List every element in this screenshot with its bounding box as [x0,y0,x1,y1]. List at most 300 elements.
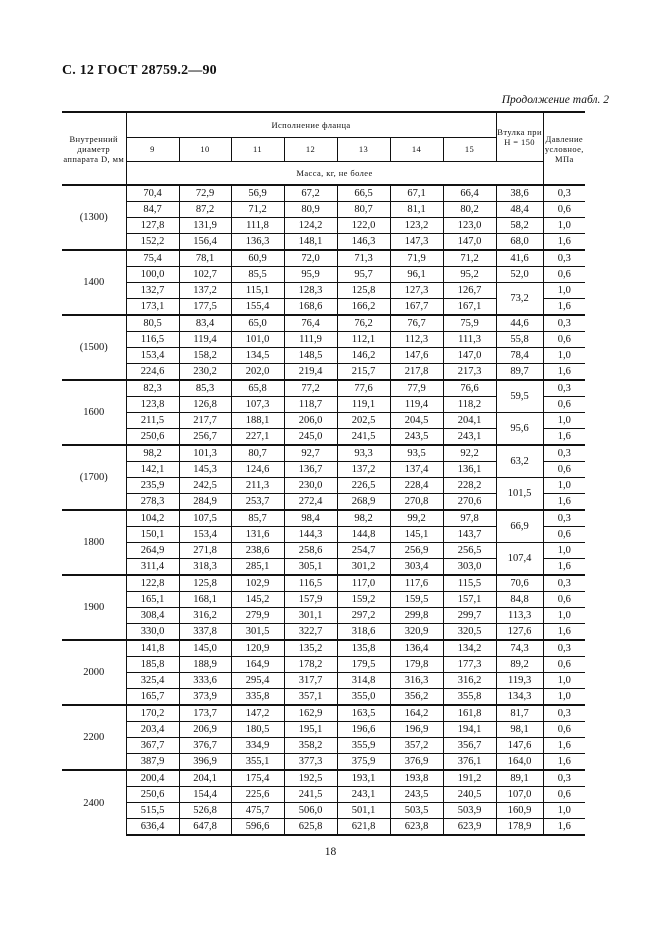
mass-cell: 194,1 [443,722,496,738]
mass-cell: 195,1 [284,722,337,738]
mass-cell: 501,1 [337,803,390,819]
mass-caption: Масса, кг, не более [126,161,543,185]
mass-cell: 136,4 [390,640,443,657]
mass-cell: 150,1 [126,527,179,543]
table-row [62,608,585,624]
mass-cell: 305,1 [284,559,337,576]
mass-cell: 123,8 [126,397,179,413]
pressure-cell: 1,6 [543,754,585,771]
mass-cell: 203,4 [126,722,179,738]
mass-cell: 95,2 [443,267,496,283]
mass-cell: 279,9 [231,608,284,624]
mass-cell: 80,7 [231,445,284,462]
pressure-cell: 1,6 [543,559,585,576]
pressure-cell: 1,0 [543,348,585,364]
mass-cell: 596,6 [231,819,284,836]
mass-cell: 175,4 [231,770,284,787]
mass-cell: 173,7 [179,705,231,722]
mass-cell: 124,2 [284,218,337,234]
bushing-cell: 55,8 [496,332,543,348]
mass-cell: 334,9 [231,738,284,754]
flange-type-header: 9 [126,137,179,161]
mass-cell: 219,4 [284,364,337,381]
mass-cell: 111,9 [284,332,337,348]
mass-cell: 179,5 [337,657,390,673]
mass-cell: 137,2 [337,462,390,478]
mass-cell: 254,7 [337,543,390,559]
table-row [62,575,585,592]
mass-cell: 355,0 [337,689,390,706]
mass-cell: 376,1 [443,754,496,771]
mass-cell: 647,8 [179,819,231,836]
mass-cell: 206,0 [284,413,337,429]
pressure-cell: 1,0 [543,413,585,429]
mass-cell: 148,5 [284,348,337,364]
mass-cell: 92,7 [284,445,337,462]
mass-cell: 85,5 [231,267,284,283]
mass-cell: 128,3 [284,283,337,299]
mass-cell: 67,1 [390,185,443,202]
bushing-cell: 119,3 [496,673,543,689]
mass-cell: 256,9 [390,543,443,559]
table-row [62,315,585,332]
table-row [62,364,585,381]
mass-cell: 165,1 [126,592,179,608]
diameter-cell: 1400 [62,250,126,315]
mass-cell: 373,9 [179,689,231,706]
mass-cell: 81,1 [390,202,443,218]
mass-cell: 335,8 [231,689,284,706]
mass-cell: 185,8 [126,657,179,673]
mass-cell: 165,7 [126,689,179,706]
table-row [62,267,585,283]
table-row [62,413,585,429]
mass-cell: 119,4 [179,332,231,348]
mass-cell: 95,7 [337,267,390,283]
mass-cell: 503,5 [390,803,443,819]
mass-cell: 320,5 [443,624,496,641]
mass-cell: 256,5 [443,543,496,559]
bushing-column-header: Втулка при H = 150 [496,112,543,161]
mass-cell: 87,2 [179,202,231,218]
mass-cell: 217,7 [179,413,231,429]
mass-cell: 75,9 [443,315,496,332]
mass-cell: 272,4 [284,494,337,511]
table-row [62,250,585,267]
mass-cell: 71,2 [443,250,496,267]
table-row [62,592,585,608]
page-number: 18 [324,846,337,858]
diameter-cell: (1500) [62,315,126,380]
mass-cell: 71,3 [337,250,390,267]
mass-cell: 337,8 [179,624,231,641]
diameter-cell: 1600 [62,380,126,445]
mass-cell: 375,9 [337,754,390,771]
mass-cell: 268,9 [337,494,390,511]
mass-cell: 115,5 [443,575,496,592]
mass-cell: 97,8 [443,510,496,527]
pressure-cell: 1,6 [543,429,585,446]
mass-cell: 72,0 [284,250,337,267]
mass-cell: 320,9 [390,624,443,641]
mass-cell: 157,1 [443,592,496,608]
mass-cell: 177,3 [443,657,496,673]
mass-cell: 625,8 [284,819,337,836]
mass-cell: 178,2 [284,657,337,673]
bushing-cell: 147,6 [496,738,543,754]
mass-cell: 123,0 [443,218,496,234]
bushing-cell: 101,5 [496,478,543,511]
mass-cell: 65,8 [231,380,284,397]
mass-cell: 155,4 [231,299,284,316]
mass-cell: 299,8 [390,608,443,624]
mass-cell: 322,7 [284,624,337,641]
mass-cell: 134,2 [443,640,496,657]
mass-cell: 153,4 [126,348,179,364]
mass-cell: 72,9 [179,185,231,202]
pressure-cell: 1,6 [543,738,585,754]
flange-type-header: 12 [284,137,337,161]
diameter-cell: 2400 [62,770,126,835]
mass-cell: 111,8 [231,218,284,234]
mass-cell: 98,4 [284,510,337,527]
mass-cell: 243,5 [390,787,443,803]
mass-cell: 162,9 [284,705,337,722]
mass-cell: 367,7 [126,738,179,754]
mass-cell: 188,1 [231,413,284,429]
mass-cell: 98,2 [126,445,179,462]
mass-cell: 256,7 [179,429,231,446]
mass-cell: 131,9 [179,218,231,234]
mass-cell: 147,3 [390,234,443,251]
mass-cell: 99,2 [390,510,443,527]
pressure-cell: 1,0 [543,478,585,494]
mass-cell: 358,2 [284,738,337,754]
mass-cell: 126,7 [443,283,496,299]
table-row [62,445,585,462]
mass-cell: 278,3 [126,494,179,511]
mass-cell: 177,5 [179,299,231,316]
mass-cell: 142,1 [126,462,179,478]
mass-cell: 146,3 [337,234,390,251]
bushing-cell: 38,6 [496,185,543,202]
mass-cell: 118,2 [443,397,496,413]
pressure-cell: 1,6 [543,819,585,836]
mass-cell: 67,2 [284,185,337,202]
mass-cell: 238,6 [231,543,284,559]
mass-cell: 192,5 [284,770,337,787]
mass-cell: 123,2 [390,218,443,234]
mass-cell: 145,1 [390,527,443,543]
mass-cell: 152,2 [126,234,179,251]
mass-cell: 200,4 [126,770,179,787]
mass-cell: 295,4 [231,673,284,689]
bushing-cell: 41,6 [496,250,543,267]
table-row [62,787,585,803]
mass-cell: 137,4 [390,462,443,478]
bushing-cell: 68,0 [496,234,543,251]
mass-cell: 318,6 [337,624,390,641]
mass-cell: 204,1 [179,770,231,787]
flange-type-header: 15 [443,137,496,161]
mass-cell: 243,5 [390,429,443,446]
pressure-cell: 1,0 [543,218,585,234]
mass-cell: 71,2 [231,202,284,218]
mass-cell: 228,4 [390,478,443,494]
mass-cell: 396,9 [179,754,231,771]
pressure-cell: 1,0 [543,608,585,624]
mass-cell: 206,9 [179,722,231,738]
mass-cell: 159,5 [390,592,443,608]
diameter-cell: 1800 [62,510,126,575]
mass-cell: 270,6 [443,494,496,511]
mass-cell: 515,5 [126,803,179,819]
mass-cell: 301,1 [284,608,337,624]
mass-cell: 355,8 [443,689,496,706]
mass-cell: 357,1 [284,689,337,706]
pressure-cell: 0,6 [543,267,585,283]
mass-cell: 230,0 [284,478,337,494]
table-row [62,234,585,251]
mass-cell: 131,6 [231,527,284,543]
table-row [62,332,585,348]
mass-cell: 56,9 [231,185,284,202]
bushing-cell: 81,7 [496,705,543,722]
mass-cell: 284,9 [179,494,231,511]
pressure-cell: 0,3 [543,250,585,267]
mass-cell: 164,2 [390,705,443,722]
mass-cell: 333,6 [179,673,231,689]
mass-cell: 136,7 [284,462,337,478]
mass-cell: 85,3 [179,380,231,397]
bushing-cell: 160,9 [496,803,543,819]
flange-type-header: 14 [390,137,443,161]
mass-cell: 376,7 [179,738,231,754]
mass-cell: 137,2 [179,283,231,299]
pressure-column-header: Давление условное, МПа [543,112,585,185]
pressure-cell: 0,6 [543,397,585,413]
diameter-cell: (1300) [62,185,126,250]
pressure-cell: 0,3 [543,575,585,592]
mass-cell: 135,8 [337,640,390,657]
mass-cell: 621,8 [337,819,390,836]
mass-cell: 503,9 [443,803,496,819]
mass-cell: 145,2 [231,592,284,608]
mass-cell: 317,7 [284,673,337,689]
mass-cell: 122,8 [126,575,179,592]
pressure-cell: 0,3 [543,315,585,332]
mass-cell: 242,5 [179,478,231,494]
bushing-cell: 127,6 [496,624,543,641]
mass-cell: 204,1 [443,413,496,429]
mass-cell: 85,7 [231,510,284,527]
mass-cell: 65,0 [231,315,284,332]
bushing-cell: 73,2 [496,283,543,316]
table-row [62,283,585,299]
mass-cell: 243,1 [337,787,390,803]
mass-cell: 77,2 [284,380,337,397]
mass-cell: 60,9 [231,250,284,267]
mass-cell: 196,9 [390,722,443,738]
diameter-cell: (1700) [62,445,126,510]
mass-cell: 125,8 [337,283,390,299]
mass-cell: 325,4 [126,673,179,689]
table-row [62,689,585,706]
bushing-cell: 113,3 [496,608,543,624]
mass-cell: 156,4 [179,234,231,251]
mass-cell: 202,0 [231,364,284,381]
mass-cell: 119,1 [337,397,390,413]
table-row [62,754,585,771]
mass-cell: 76,7 [390,315,443,332]
bushing-cell: 95,6 [496,413,543,446]
mass-cell: 355,9 [337,738,390,754]
mass-cell: 117,6 [390,575,443,592]
pressure-cell: 1,6 [543,364,585,381]
mass-cell: 330,0 [126,624,179,641]
mass-cell: 193,8 [390,770,443,787]
mass-cell: 107,3 [231,397,284,413]
bushing-cell: 48,4 [496,202,543,218]
mass-cell: 147,0 [443,348,496,364]
diameter-cell: 2200 [62,705,126,770]
mass-cell: 475,7 [231,803,284,819]
table-row [62,478,585,494]
mass-cell: 158,2 [179,348,231,364]
mass-cell: 115,1 [231,283,284,299]
pressure-cell: 0,6 [543,787,585,803]
mass-cell: 196,6 [337,722,390,738]
mass-cell: 225,6 [231,787,284,803]
mass-cell: 77,6 [337,380,390,397]
mass-cell: 132,7 [126,283,179,299]
pressure-cell: 0,6 [543,462,585,478]
bushing-cell: 89,1 [496,770,543,787]
mass-cell: 211,5 [126,413,179,429]
bushing-cell: 107,4 [496,543,543,576]
mass-cell: 104,2 [126,510,179,527]
pressure-cell: 1,6 [543,234,585,251]
pressure-cell: 0,3 [543,640,585,657]
table-row [62,543,585,559]
mass-cell: 240,5 [443,787,496,803]
mass-cell: 357,2 [390,738,443,754]
pressure-cell: 0,6 [543,202,585,218]
mass-cell: 316,3 [390,673,443,689]
mass-cell: 235,9 [126,478,179,494]
mass-cell: 127,8 [126,218,179,234]
mass-cell: 144,8 [337,527,390,543]
mass-cell: 122,0 [337,218,390,234]
mass-cell: 145,0 [179,640,231,657]
mass-cell: 143,7 [443,527,496,543]
mass-cell: 76,6 [443,380,496,397]
bushing-cell: 78,4 [496,348,543,364]
mass-cell: 83,4 [179,315,231,332]
mass-cell: 230,2 [179,364,231,381]
mass-cell: 299,7 [443,608,496,624]
table-row [62,640,585,657]
mass-cell: 148,1 [284,234,337,251]
mass-cell: 70,4 [126,185,179,202]
mass-cell: 101,3 [179,445,231,462]
mass-cell: 308,4 [126,608,179,624]
flange-type-header: 10 [179,137,231,161]
mass-cell: 316,2 [179,608,231,624]
mass-cell: 180,5 [231,722,284,738]
pressure-cell: 1,6 [543,624,585,641]
pressure-cell: 0,3 [543,185,585,202]
mass-cell: 215,7 [337,364,390,381]
mass-cell: 95,9 [284,267,337,283]
mass-cell: 506,0 [284,803,337,819]
pressure-cell: 0,3 [543,770,585,787]
flange-mass-table [62,111,585,836]
pressure-cell: 0,6 [543,592,585,608]
table-row [62,705,585,722]
mass-cell: 93,5 [390,445,443,462]
mass-cell: 127,3 [390,283,443,299]
mass-cell: 80,5 [126,315,179,332]
mass-cell: 161,8 [443,705,496,722]
mass-cell: 111,3 [443,332,496,348]
table-row [62,673,585,689]
bushing-cell: 44,6 [496,315,543,332]
mass-cell: 117,0 [337,575,390,592]
mass-cell: 314,8 [337,673,390,689]
mass-cell: 376,9 [390,754,443,771]
diameter-cell: 2000 [62,640,126,705]
pressure-cell: 1,0 [543,673,585,689]
mass-cell: 80,7 [337,202,390,218]
bushing-cell: 63,2 [496,445,543,478]
mass-cell: 227,1 [231,429,284,446]
mass-cell: 179,8 [390,657,443,673]
table-row [62,819,585,836]
mass-cell: 66,5 [337,185,390,202]
mass-cell: 211,3 [231,478,284,494]
mass-cell: 387,9 [126,754,179,771]
mass-cell: 84,7 [126,202,179,218]
mass-cell: 245,0 [284,429,337,446]
pressure-cell: 0,6 [543,722,585,738]
mass-cell: 164,9 [231,657,284,673]
mass-cell: 224,6 [126,364,179,381]
mass-cell: 76,2 [337,315,390,332]
mass-cell: 107,5 [179,510,231,527]
mass-cell: 147,2 [231,705,284,722]
pressure-cell: 0,3 [543,705,585,722]
mass-cell: 311,4 [126,559,179,576]
pressure-cell: 0,3 [543,380,585,397]
bushing-cell: 52,0 [496,267,543,283]
mass-cell: 134,5 [231,348,284,364]
mass-cell: 75,4 [126,250,179,267]
pressure-cell: 0,6 [543,527,585,543]
table-row [62,803,585,819]
mass-cell: 80,9 [284,202,337,218]
mass-cell: 71,9 [390,250,443,267]
mass-cell: 301,5 [231,624,284,641]
mass-cell: 250,6 [126,429,179,446]
pressure-cell: 1,6 [543,299,585,316]
bushing-cell: 178,9 [496,819,543,836]
mass-cell: 271,8 [179,543,231,559]
table-row [62,624,585,641]
mass-cell: 93,3 [337,445,390,462]
flange-type-header: 13 [337,137,390,161]
mass-cell: 226,5 [337,478,390,494]
